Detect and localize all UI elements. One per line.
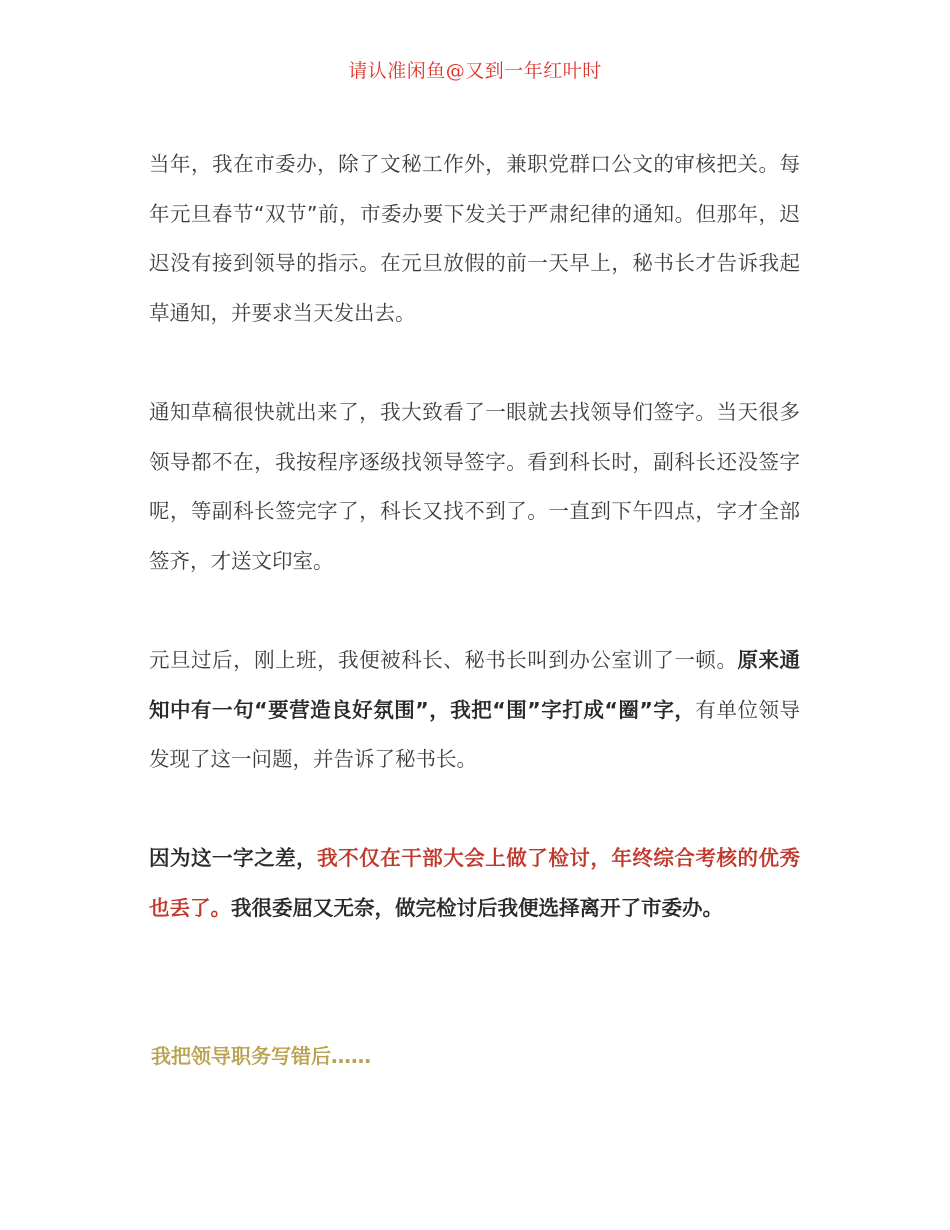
paragraph-4-bold-text-1: 因为这一字之差， bbox=[149, 846, 318, 870]
paragraph-4-bold-text-2: 我很委屈又无奈，做完检讨后我便选择离开了市委办。 bbox=[231, 895, 723, 920]
watermark-text: 请认准闲鱼@又到一年红叶时 bbox=[348, 60, 602, 82]
paragraph-3 bbox=[149, 636, 800, 785]
paragraph-3-text-2: 有单位领导发现了这一问题，并告诉了秘书长。 bbox=[149, 697, 801, 771]
paragraph-4 bbox=[149, 834, 800, 933]
paragraph-3-text-1: 元旦过后，刚上班，我便被科长、秘书长叫到办公室训了一顿。 bbox=[149, 648, 738, 672]
paragraph-2: 通知草稿很快就出来了，我大致看了一眼就去找领导们签字。当天很多领导都不在，我按程序逐级找领导签字。看到科长时，副科长还没签字呢，等副科长签完字了，科长又找不到了。一直到下午四点，字才全部签齐，才送文印室。 bbox=[149, 400, 800, 573]
paragraph-4-red-text: 我不仅在干部大会上做了检讨，年终综合考核的优秀也丢了。 bbox=[149, 846, 801, 920]
paragraph-3-bold-text: 原来通知中有一句“要营造良好氛围”，我把“围”字打成“圈”字， bbox=[149, 648, 801, 722]
section-heading: 我把领导职务写错后…… bbox=[151, 1044, 371, 1068]
paragraph-1: 当年，我在市委办，除了文秘工作外，兼职党群口公文的审核把关。每年元旦春节“双节”前，市委办要下发关于严肃纪律的通知。但那年，迟迟没有接到领导的指示。在元旦放假的前一天早上，秘书长才告诉我起草通知，并要求当天发出去。 bbox=[149, 152, 800, 325]
